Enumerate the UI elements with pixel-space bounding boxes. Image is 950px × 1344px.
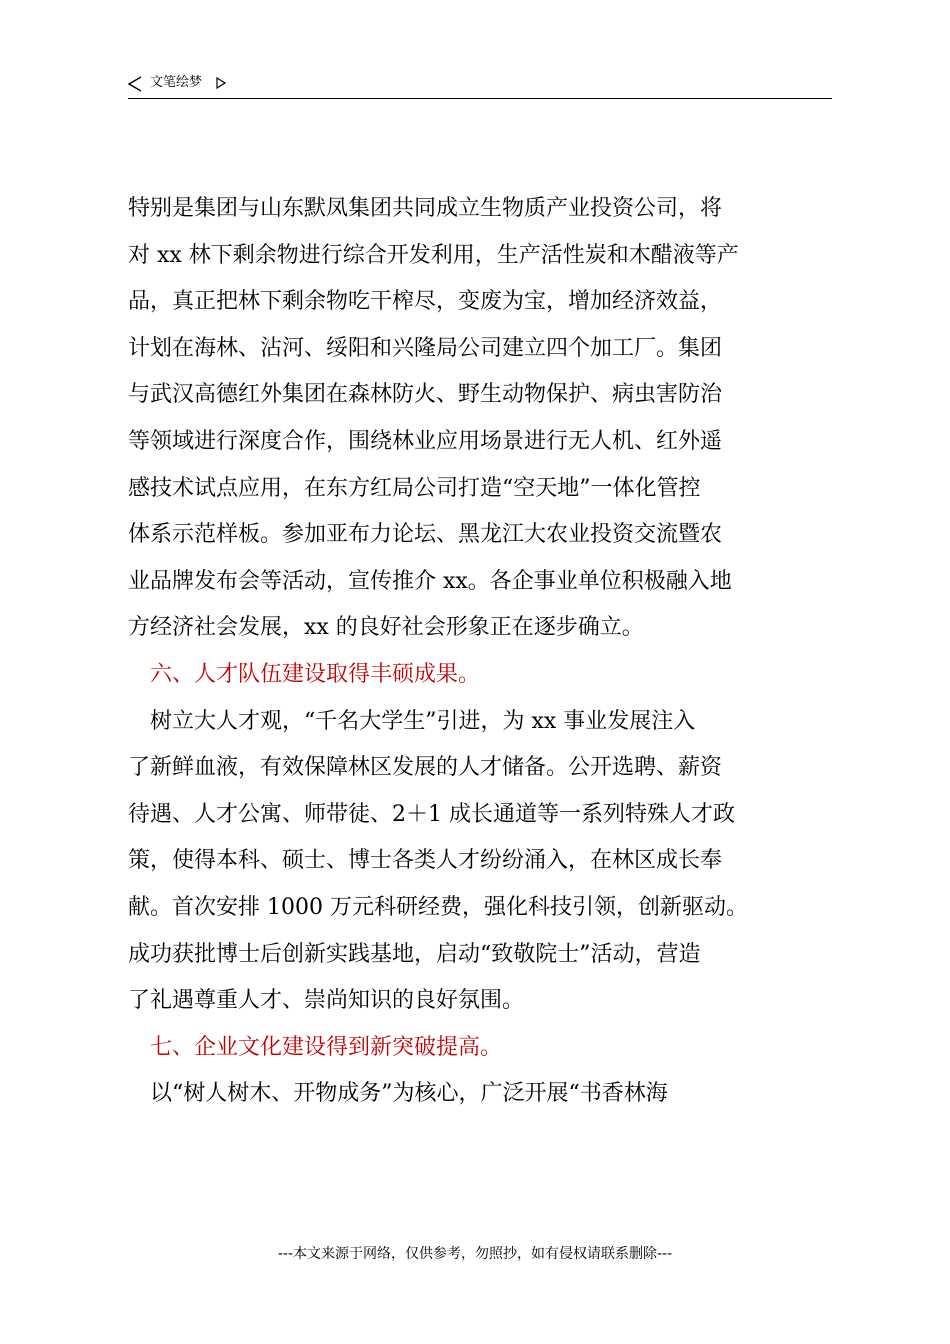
triangle-right-icon (216, 77, 226, 89)
page-header (128, 72, 832, 99)
body-line: 对 xx 林下剩余物进行综合开发利用，生产活性炭和木醋液等产 (128, 242, 739, 268)
section-heading-seven: 七、企业文化建设得到新突破提高。 (128, 1034, 503, 1060)
body-line: 策，使得本科、硕士、博士各类人才纷纷涌入，在林区成长奉 (128, 848, 723, 874)
header-title: 文笔绘梦 (150, 75, 203, 90)
document-body (128, 186, 834, 1118)
body-line: 特别是集团与山东默凤集团共同成立生物质产业投资公司，将 (128, 196, 723, 221)
body-line: 了礼遇尊重人才、崇尚知识的良好氛围。 (128, 988, 525, 1014)
body-line: 献。首次安排 1000 万元科研经费，强化科技引领，创新驱动。 (128, 894, 748, 920)
body-line: 业品牌发布会等活动，宣传推介 xx。各企事业单位积极融入地 (128, 568, 732, 594)
body-line: 了新鲜血液，有效保障林区发展的人才储备。公开选聘、薪资 (128, 755, 723, 781)
body-line: 等领域进行深度合作，围绕林业应用场景进行无人机、红外遥 (128, 428, 723, 454)
body-line: 与武汉高德红外集团在森林防火、野生动物保护、病虫害防治 (128, 382, 723, 408)
footer-notice: ---本文来源于网络，仅供参考，勿照抄，如有侵权请联系删除--- (277, 1246, 673, 1262)
body-line: 感技术试点应用，在东方红局公司打造“空天地”一体化管控 (128, 475, 701, 501)
body-line: 计划在海林、沾河、绥阳和兴隆局公司建立四个加工厂。集团 (128, 335, 723, 361)
body-line: 品，真正把林下剩余物吃干榨尽，变废为宝，增加经济效益， (128, 289, 723, 315)
body-line: 以“树人树木、开物成务”为核心，广泛开展“书香林海 (128, 1081, 668, 1107)
body-line: 方经济社会发展，xx 的良好社会形象正在逐步确立。 (128, 615, 644, 641)
body-line: 体系示范样板。参加亚布力论坛、黑龙江大农业投资交流暨农 (128, 522, 723, 548)
triangle-left-icon (128, 76, 142, 92)
section-heading-six: 六、人才队伍建设取得丰硕成果。 (128, 661, 481, 687)
body-line: 待遇、人才公寓、师带徒、2＋1 成长通道等一系列特殊人才政 (128, 801, 735, 827)
body-line: 树立大人才观，“千名大学生”引进，为 xx 事业发展注入 (128, 708, 696, 734)
body-line: 成功获批博士后创新实践基地，启动“致敬院士”活动，营造 (128, 941, 701, 967)
